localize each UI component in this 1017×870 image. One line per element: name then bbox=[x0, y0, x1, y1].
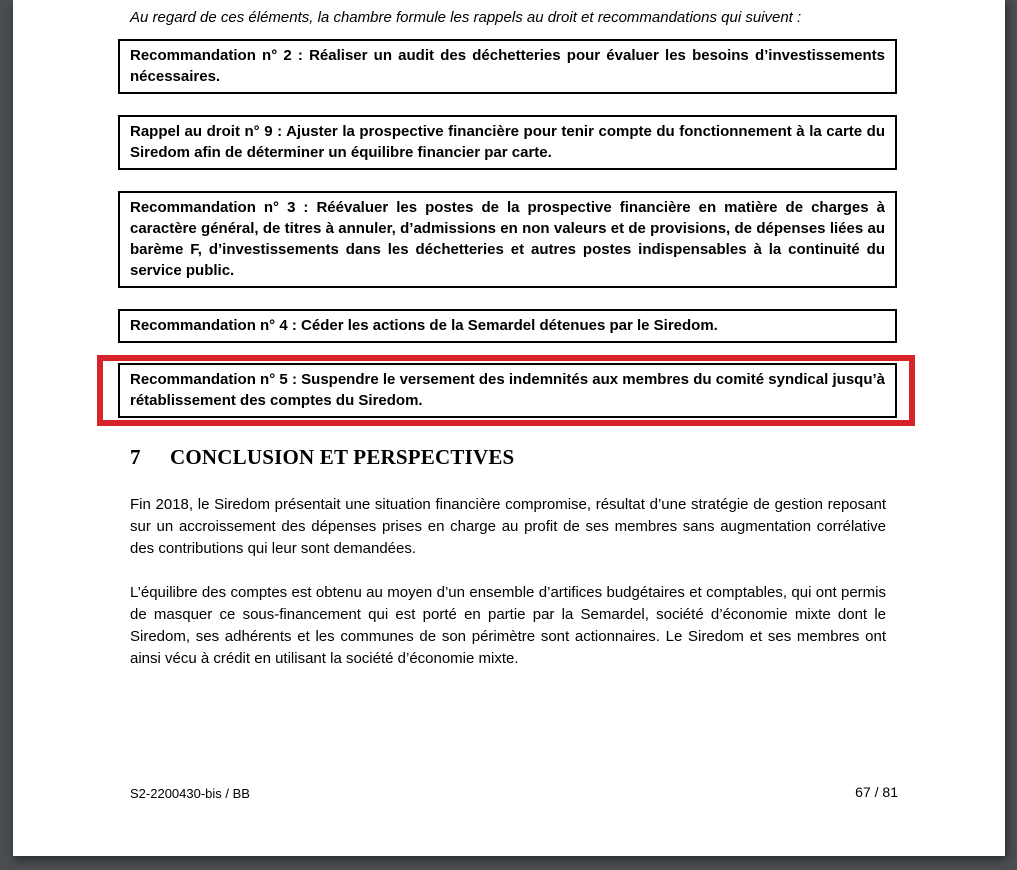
red-highlight-annotation bbox=[97, 355, 915, 426]
section-heading-title: CONCLUSION ET PERSPECTIVES bbox=[170, 445, 515, 469]
rappel-au-droit-box-9 bbox=[118, 115, 897, 170]
page-content bbox=[13, 0, 1005, 670]
recommendation-box-4 bbox=[118, 309, 897, 343]
recommendation-box-3 bbox=[118, 191, 897, 288]
conclusion-paragraph-2: L’équilibre des comptes est obtenu au moyen d’un ensemble d’artifices budgétaires et comptables, qui ont permis de masquer ce sous-financement qui est porté en partie par la Semardel, société d’économie mixte dont le Siredom, ses adhérents et les communes de son périmètre sont actionnaires. Le Siredom et ses membres ont ainsi vécu à crédit en utilisant la société d’économie mixte. bbox=[130, 584, 886, 667]
intro-paragraph: Au regard de ces éléments, la chambre formule les rappels au droit et recommandations qui suivent : bbox=[130, 9, 802, 26]
footer-page-number: 67 / 81 bbox=[855, 784, 898, 800]
conclusion-paragraph-1: Fin 2018, le Siredom présentait une situation financière compromise, résultat d’une stratégie de gestion reposant sur un accroissement des dépenses prises en charge au profit de ses membres sans augmentation corrélative des contributions qui leur sont demandées. bbox=[130, 496, 886, 557]
recommendation-box-5-text: Recommandation n° 5 : Suspendre le versement des indemnités aux membres du comité syndical jusqu’à rétablissement des comptes du Siredom. bbox=[130, 371, 885, 409]
section-heading bbox=[130, 445, 886, 470]
recommendation-box-4-text: Recommandation n° 4 : Céder les actions de la Semardel détenues par le Siredom. bbox=[130, 317, 718, 334]
recommendation-box-2 bbox=[118, 39, 897, 94]
document-page bbox=[13, 0, 1005, 856]
recommendation-box-3-text: Recommandation n° 3 : Réévaluer les postes de la prospective financière en matière de charges à caractère général, de titres à annuler, d’admissions en non valeurs et de provisions, de dépenses liées au barème F, d’investissements dans les déchetteries et autres postes indispensables à la continuité du service public. bbox=[130, 199, 885, 279]
recommendation-box-2-text: Recommandation n° 2 : Réaliser un audit des déchetteries pour évaluer les besoins d’investissements nécessaires. bbox=[130, 47, 885, 85]
section-heading-number: 7 bbox=[130, 445, 141, 469]
footer-document-reference: S2-2200430-bis / BB bbox=[130, 786, 250, 801]
recommendation-box-5 bbox=[118, 363, 897, 418]
rappel-au-droit-box-9-text: Rappel au droit n° 9 : Ajuster la prospective financière pour tenir compte du fonctionnement à la carte du Siredom afin de déterminer un équilibre financier par carte. bbox=[130, 123, 885, 161]
